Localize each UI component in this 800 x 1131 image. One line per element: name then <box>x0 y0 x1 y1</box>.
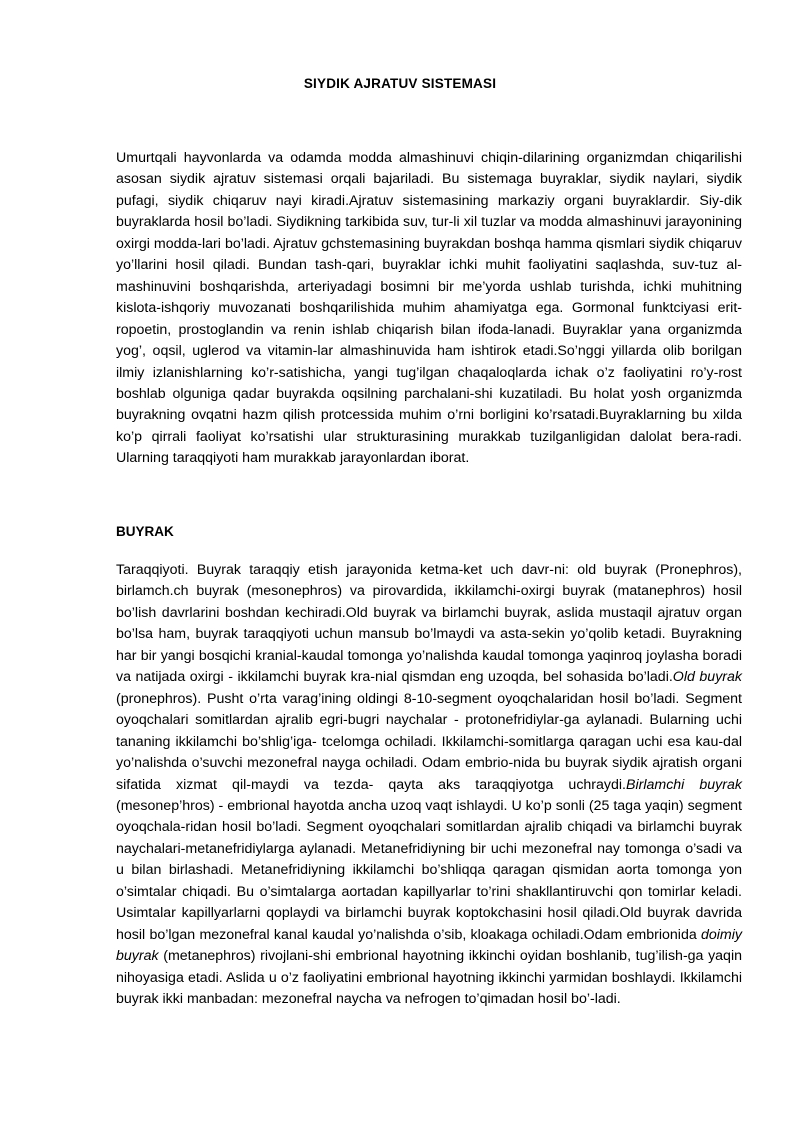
intro-paragraph: Umurtqali hayvonlarda va odamda modda almashinuvi chiqin-dilarining organizmdan chiqarilishi asosan siydik ajratuv sistemasi orqali bajariladi. Bu sistemaga buyraklar, siydik naylari, siydik pufagi, siydik chiqaruv nayi kiradi.Ajratuv sistemasining markaziy organi buyraklardir. Siy-dik buyraklarda hosil bo’ladi. Siydikning tarkibida suv, tur-li xil tuzlar va modda almashinuvi jarayonining oxirgi modda-lari bo’ladi. Ajratuv gchstemasining buyrakdan boshqa hamma qismlari siydik chiqaruv yo’llarini hosil qiladi. Bundan tash-qari, buyraklar ichki muhit faoliyatini saqlashda, suv-tuz al-mashinuvini boshqarishda, arteriyadagi bosimni bir me’yorda ushlab turishda, ichki muhitning kislota-ishqoriy muvozanati boshqarilishida muhim ahamiyatga ega. Gormonal funktciyasi erit-ropoetin, prostoglandin va renin ishlab chiqarish bilan ifoda-lanadi. Buyraklar yana organizmda yog’, oqsil, uglerod va vitamin-lar almashinuvida ham ishtirok etadi.So’nggi yillarda olib borilgan ilmiy izlanishlarning ko’r-satishicha, yangi tug’ilgan chaqaloqlarda ichak o’z faoliyatini ro’y-rost boshlab olguniga qadar buyrakda oqsilning parchalani-shi kuzatiladi. Bu holat yosh organizmda buyrakning ovqatni hazm qilish protcessida muhim o’rni borligini ko’rsatadi.Buyraklarning bu xilda ko’p qirrali faoliyat ko’rsatishi ular strukturasining murakkab tuzilganligidan dalolat bera-radi. Ularning taraqqiyoti ham murakkab jarayonlardan iborat. <box>116 150 742 467</box>
italic-term-doimiy-buyrak: doimiy buyrak <box>116 926 742 965</box>
paragraph-text-part: (mesonep’hros) - embrional hayotda ancha uzoq vaqt ishlaydi. U ko’p sonli (25 taga yaqin) segment oyoqchala-ridan hosil bo’ladi. Segment oyoqchalari somitlardan ajralib chiqadi va birlamchi buyrak naychalari-metanefridiylarga aylanadi. Metanefridiyning bir uchi mezonefral nay tomonga o’sadi va u bilan birlashadi. Metanefridiyning ikkilamchi bo’shliqqa qaragan qismidan aorta tomonga yon o’simtalar chiqadi. Bu o’simtalarga aortadan kapillyarlar to’rini shakllantiruvchi qon tomirlar keladi. Usimtalar kapillyarlarni qoplaydi va birlamchi buyrak koptokchasini hosil qiladi.Old buyrak davrida hosil bo’lgan mezonefral kanal kaudal yo’nalishda o’sib, kloakaga ochiladi.Odam embrionida <box>116 797 742 943</box>
italic-term-old-buyrak: Old buyrak <box>672 669 742 686</box>
italic-term-birlamchi-buyrak: Birlamchi buyrak <box>626 776 742 793</box>
paragraph-text-part: (pronephros). Pusht o’rta varag’ining oldingi 8-10-segment oyoqchalaridan hosil bo’ladi. Segment oyoqchalari somitlardan ajralib egri-bugri naychalar - protonefridiylar-ga aylanadi. Bularning uchi tananing ikkilamchi bo’shlig’iga- tcelomga ochiladi. Ikkilamchi-somitlarga qaragan uchi esa kau-dal yo’nalishda o’suvchi mezonefral nayga ochiladi. Odam embrio-nida bu buyrak siydik ajratish organi sifatida xizmat qil-maydi va tezda- qayta aks taraqqiyotga uchraydi. <box>116 690 742 793</box>
development-paragraph <box>116 560 742 1011</box>
section-heading-buyrak: BUYRAK <box>116 524 174 539</box>
document-title: SIYDIK AJRATUV SISTEMASI <box>303 76 497 91</box>
paragraph-text-part: (metanephros) rivojlani-shi embrional hayotning ikkinchi oyidan boshlanib, tug’ilish-ga yaqin nihoyasiga etadi. Aslida u o’z faoliyatini embrional hayotning ikkinchi yarmidan boshlaydi. Ikkilamchi buyrak ikki manbadan: mezonefral naycha va nefrogen to’qimadan hosil bo’-ladi. <box>116 948 742 1008</box>
paragraph-text-part: Taraqqiyoti. Buyrak taraqqiy etish jarayonida ketma-ket uch davr-ni: old buyrak (Pronephros), birlamch.ch buyrak (mesonephros) va pirovardida, ikkilamchi-oxirgi buyrak (matanephros) hosil bo’lish davrlarini boshdan kechiradi.Old buyrak va birlamchi buyrak, aslida mustaqil ajratuv organ bo’lsa ham, buyrak taraqqiyoti uchun mansub bo’lmaydi va asta-sekin yo’qolib ketadi. Buyrakning har bir yangi bosqichi kranial-kaudal tomonga yo’nalishda kaudal tomonga yaqinroq joylasha boradi va natijada oxirgi - ikkilamchi buyrak kra-nial qismdan eng uzoqda, bel sohasida bo’ladi. <box>116 562 742 686</box>
